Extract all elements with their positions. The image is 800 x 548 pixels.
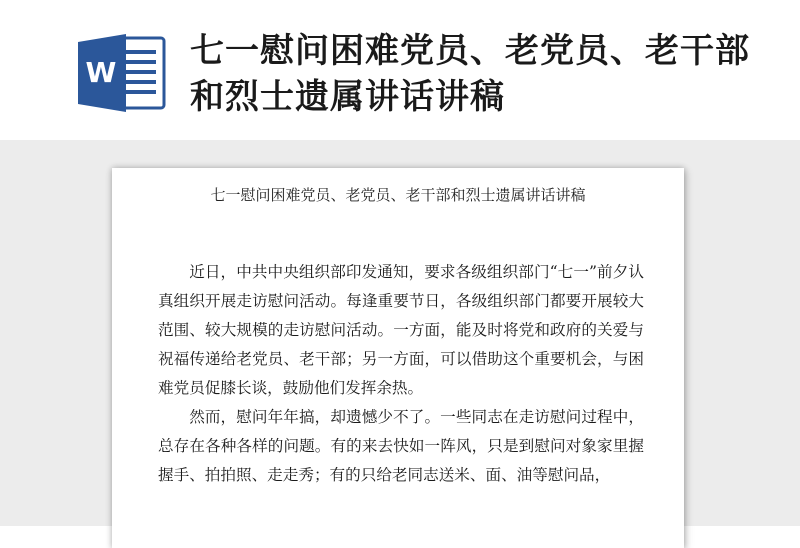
word-document-icon: [76, 30, 168, 116]
banner: [0, 0, 800, 140]
paragraph: 然而，慰问年年搞，却遗憾少不了。一些同志在走访慰问过程中，总存在各种各样的问题。有的来去快如一阵风，只是到慰问对象家里握握手、拍拍照、走走秀；有的只给老同志送米、面、油等慰问品，: [158, 408, 644, 484]
document-body: [158, 258, 644, 490]
svg-text:W: W: [85, 56, 117, 89]
document-page: [112, 168, 684, 548]
document-title: 七一慰问困难党员、老党员、老干部和烈士遗属讲话讲稿: [210, 186, 586, 204]
paragraph: 近日，中共中央组织部印发通知，要求各级组织部门“七一”前夕认真组织开展走访慰问活动。每逢重要节日，各级组织部门都要开展较大范围、较大规模的走访慰问活动。一方面，能及时将党和政府的关爱与祝福传递给老党员、老干部；另一方面，可以借助这个重要机会，与困难党员促膝长谈，鼓励他们发挥余热。: [158, 263, 644, 397]
banner-title: 七一慰问困难党员、老党员、老干部和烈士遗属讲话讲稿: [190, 31, 750, 117]
